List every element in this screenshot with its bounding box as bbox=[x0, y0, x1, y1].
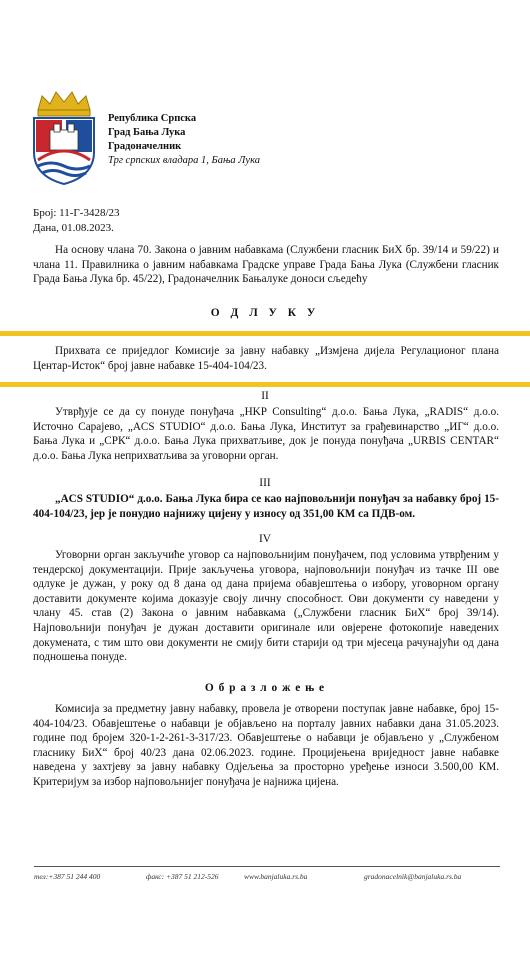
header-address: Трг српских владара 1, Бања Лука bbox=[108, 155, 260, 166]
issuer-header bbox=[108, 112, 260, 168]
section-2-text: Утврђује се да су понуде понуђача „HKP Consulting“ д.о.о. Бања Лука, „RADIS“ д.о.о. Источно Сарајево, „ACS STUDIO“ д.о.о. Бања Лука, Институт за грађевинарство „ИГ“ д.о.о. Бања Лука и „СРК“ д.о.о. Бања Лука прихватљиве, док је понуда понуђача „URBIS CENTAR“ д.о.о. Бања Лука неприхватљива за уговорни орган. bbox=[33, 406, 499, 462]
highlight-band-top bbox=[0, 331, 530, 336]
header-city: Град Бања Лука bbox=[108, 127, 186, 138]
section-4-text: Уговорни орган закључиће уговор са најповољнијим понуђачем, под условима утврђеним у тендерској документацији. Прије закључења уговора, најповољнији понуђач из тачке III ове одлуке је дужан, у року од 8 дана од дана пријема обавјештења о избору, уговорном органу доставити документе којима доказује своју личну способност. Ови документи су наведени у члану 45. став (2) Закона о јавним набавкама („Службени гласник БиХ“ број 39/14). Најповољнији понуђач је дужан доставити оригинале или овјерене фотокопије наведених докумената, с тим што ови документи не смију бити старији од три мјесеца рачунајући од дана подношења понуде. bbox=[33, 549, 499, 664]
section-3-text: „ACS STUDIO“ д.о.о. Бања Лука бира се као најповољнији понуђач за набавку број 15-404-104/23, јер је понудио најнижу цијену у износу од 351,00 КМ са ПДВ-ом. bbox=[33, 493, 499, 520]
document-number: Број: 11-Г-3428/23 bbox=[33, 207, 120, 219]
header-republic: Република Српска bbox=[108, 113, 197, 124]
highlight-band-bottom bbox=[0, 382, 530, 387]
footer-email[interactable]: gradonacelnik@banjaluka.rs.ba bbox=[364, 872, 462, 881]
header-mayor: Градоначелник bbox=[108, 141, 182, 152]
banja-luka-coat-of-arms-icon bbox=[28, 90, 100, 186]
decision-title: О Д Л У К У bbox=[210, 307, 320, 319]
reasoning-title: О б р а з л о ж е њ е bbox=[204, 682, 326, 694]
section-4-label: IV bbox=[258, 533, 272, 545]
section-1-text: Прихвата се приједлог Комисије за јавну набавку „Измјена дијела Регулационог плана Центар-Исток“ број јавне набавке 15-404-104/23. bbox=[33, 345, 499, 372]
section-3-label: III bbox=[259, 477, 271, 489]
section-2-label: II bbox=[261, 390, 269, 402]
footer-fax: факс: +387 51 212-526 bbox=[146, 872, 219, 881]
footer-divider bbox=[34, 866, 500, 867]
reasoning-text: Комисија за предметну јавну набавку, провела је отворени поступак јавне набавке, број 15-404-104/23. Обавјештење о набавци је објављено на порталу јавних набавки дана 31.05.2023. године под бројем 320-1-2-261-3-317/23. Обавјештење о набавци је објављено у „Службеном гласнику БиХ“ број 40/23 дана 02.06.2023. године. Процијењена вриједност јавне набавке наведена у захтјеву за јавну набавку Одјељења за просторно уређење износи 3.500,00 КМ. Критеријум за избор најповољнијег понуђача је најнижа цијена. bbox=[33, 703, 499, 788]
preamble-paragraph: На основу члана 70. Закона о јавним набавкама (Службени гласник БиХ бр. 39/14 и 59/22) и члана 11. Правилника о јавним набавкама Градске управе Града Бања Лука (Службени гласник Града Бања Лука бр. 45/22), Градоначелник Бањалуке доноси сљедећу bbox=[33, 244, 499, 286]
footer-phone: тел:+387 51 244 400 bbox=[34, 872, 101, 881]
document-meta bbox=[33, 206, 120, 236]
document-date: Дана, 01.08.2023. bbox=[33, 222, 114, 234]
footer-website[interactable]: www.banjaluka.rs.ba bbox=[244, 872, 308, 881]
